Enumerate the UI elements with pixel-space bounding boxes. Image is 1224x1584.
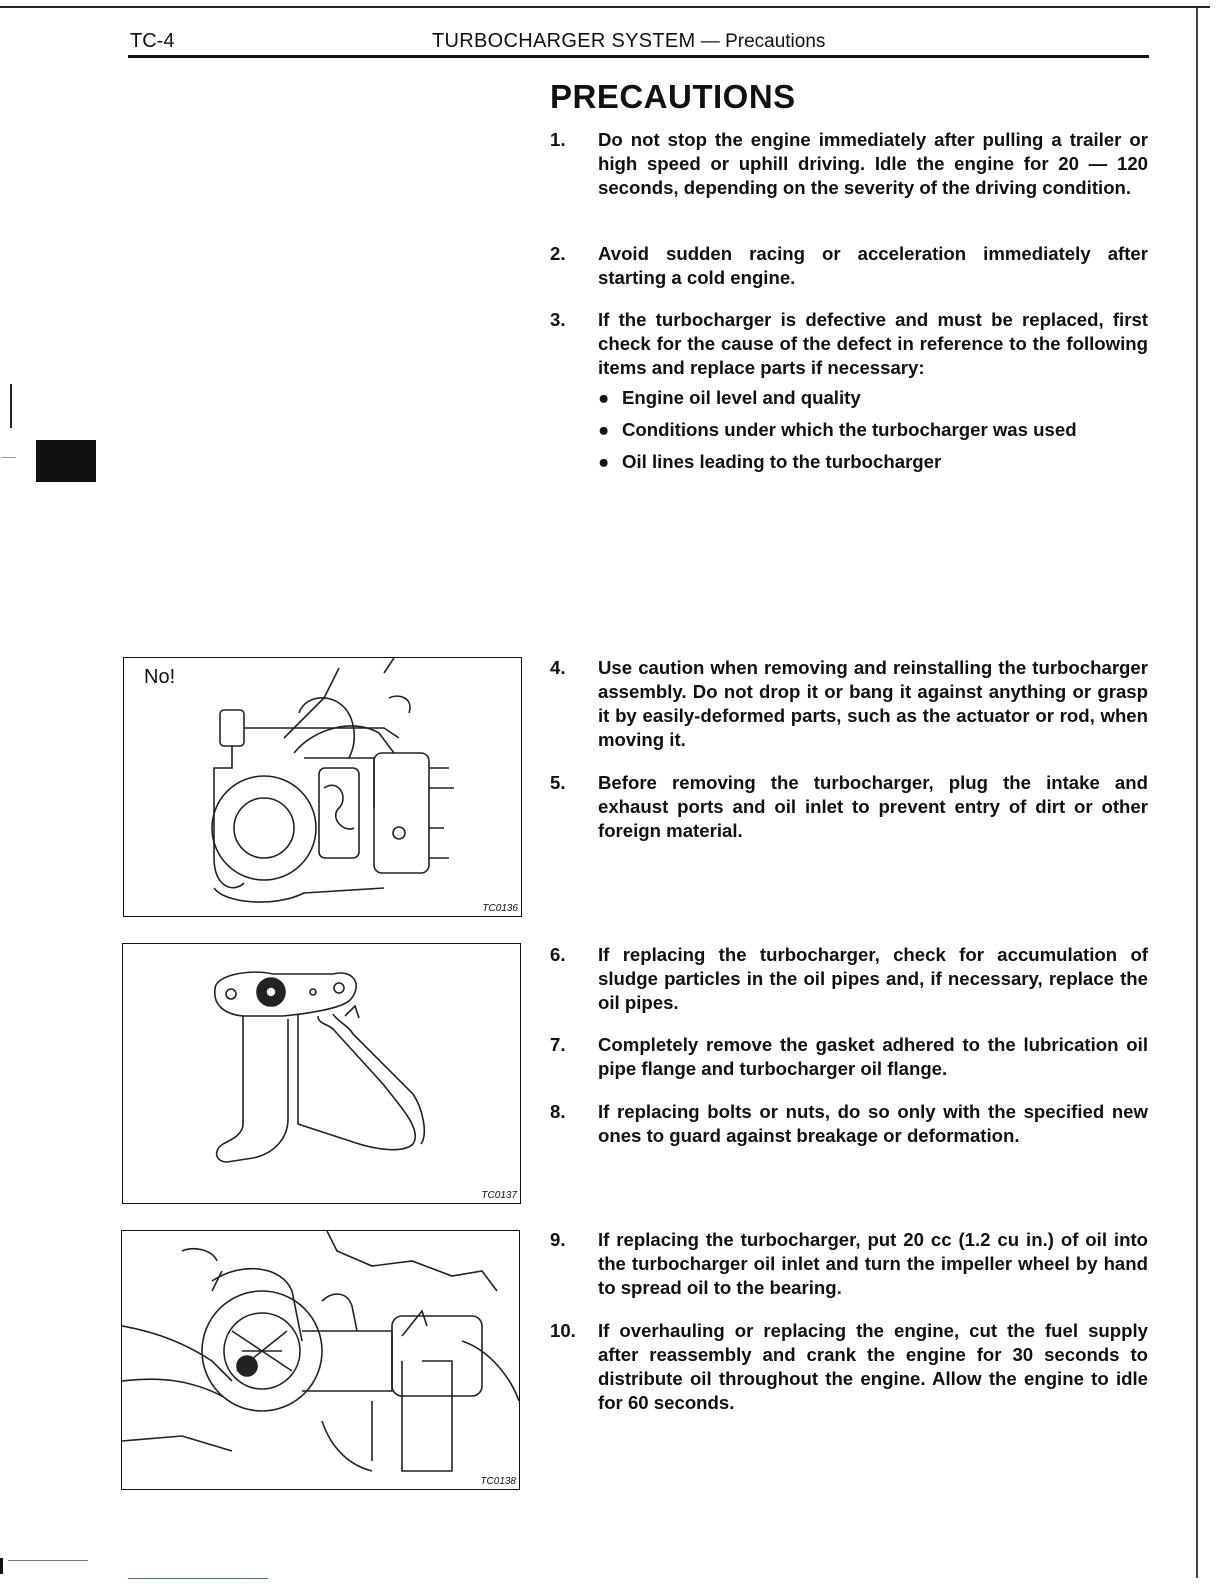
bullet-icon: ● [598,419,610,440]
figure-code: TC0137 [481,1190,517,1201]
item-text: If replacing bolts or nuts, do so only with the specified new ones to guard against breakage or deformation. [598,1101,1148,1146]
item-number: 7. [550,1034,566,1055]
figure-code: TC0138 [480,1476,516,1487]
header-rule [128,55,1149,58]
scan-edge-tick [2,457,16,458]
footer-link-line [128,1578,268,1579]
item-text: If the turbocharger is defective and must be replaced, first check for the cause of the defect in reference to the following items and replace parts if necessary: [598,309,1148,378]
item-number: 10. [550,1320,576,1341]
bullet-icon: ● [598,387,610,408]
page-top-border [0,6,1210,8]
figure-oil-inlet [121,1230,520,1490]
item-number: 2. [550,243,566,264]
item-number: 4. [550,657,566,678]
precaution-item-6 [550,943,1148,1015]
precaution-item-9 [550,1228,1148,1300]
precaution-item-7 [550,1033,1148,1081]
section-title: TURBOCHARGER SYSTEM [432,30,696,52]
item-number: 6. [550,944,566,965]
precaution-item-5 [550,771,1148,843]
turbo-handling-illustration [124,658,521,916]
figure-turbo-handling [123,657,522,917]
item-text: Before removing the turbocharger, plug the intake and exhaust ports and oil inlet to prevent entry of dirt or other foreign material. [598,772,1148,841]
scan-footer-mark [0,1558,3,1574]
page-title [432,30,825,53]
item-text: Completely remove the gasket adhered to the lubrication oil pipe flange and turbocharger oil flange. [598,1034,1148,1079]
item-number: 8. [550,1101,566,1122]
item-number: 3. [550,309,566,330]
figure-oil-pipes [122,943,521,1204]
precaution-item-3 [550,308,1148,482]
item-number: 1. [550,129,566,150]
page-right-border [1196,8,1198,1578]
list-item: ● Conditions under which the turbocharger was used [598,419,1077,440]
oil-inlet-illustration [122,1231,519,1489]
precautions-heading: PRECAUTIONS [550,78,796,115]
item-text: Do not stop the engine immediately after pulling a trailer or high speed or uphill driving. Idle the engine for 20 — 120 seconds, depending on the severity of the driving condition. [598,129,1148,198]
check-items-list [598,386,1148,474]
figure-code: TC0136 [482,903,518,914]
item-text: If replacing the turbocharger, check for accumulation of sludge particles in the oil pipes and, if necessary, replace the oil pipes. [598,944,1148,1013]
item-text: Avoid sudden racing or acceleration immediately after starting a cold engine. [598,243,1148,288]
list-item: ● Engine oil level and quality [598,387,861,408]
bullet-icon: ● [598,451,610,472]
precaution-item-2 [550,242,1148,290]
title-dash: — [695,31,726,52]
list-item: ● Oil lines leading to the turbocharger [598,451,942,472]
section-tab-marker [36,440,96,482]
precaution-item-1 [550,128,1148,200]
item-number: 5. [550,772,566,793]
oil-pipes-illustration [123,944,520,1203]
item-text: Use caution when removing and reinstalling the turbocharger assembly. Do not drop it or bang it against anything or grasp it by easily-deformed parts, such as the actuator or rod, when moving it. [598,657,1148,750]
precaution-item-10 [550,1319,1148,1415]
footer-rule [8,1560,88,1561]
scan-edge-mark [10,384,12,428]
page-number: TC-4 [130,30,175,52]
item-text: If replacing the turbocharger, put 20 cc (1.2 cu in.) of oil into the turbocharger oil inlet and turn the impeller wheel by hand to spread oil to the bearing. [598,1229,1148,1298]
precaution-item-8 [550,1100,1148,1148]
item-text: If overhauling or replacing the engine, cut the fuel supply after reassembly and crank the engine for 30 seconds to distribute oil throughout the engine. Allow the engine to idle for 60 seconds. [598,1320,1148,1413]
precaution-item-4 [550,656,1148,752]
warning-label: No! [144,666,176,688]
section-subtitle: Precautions [725,31,826,52]
item-number: 9. [550,1229,566,1250]
